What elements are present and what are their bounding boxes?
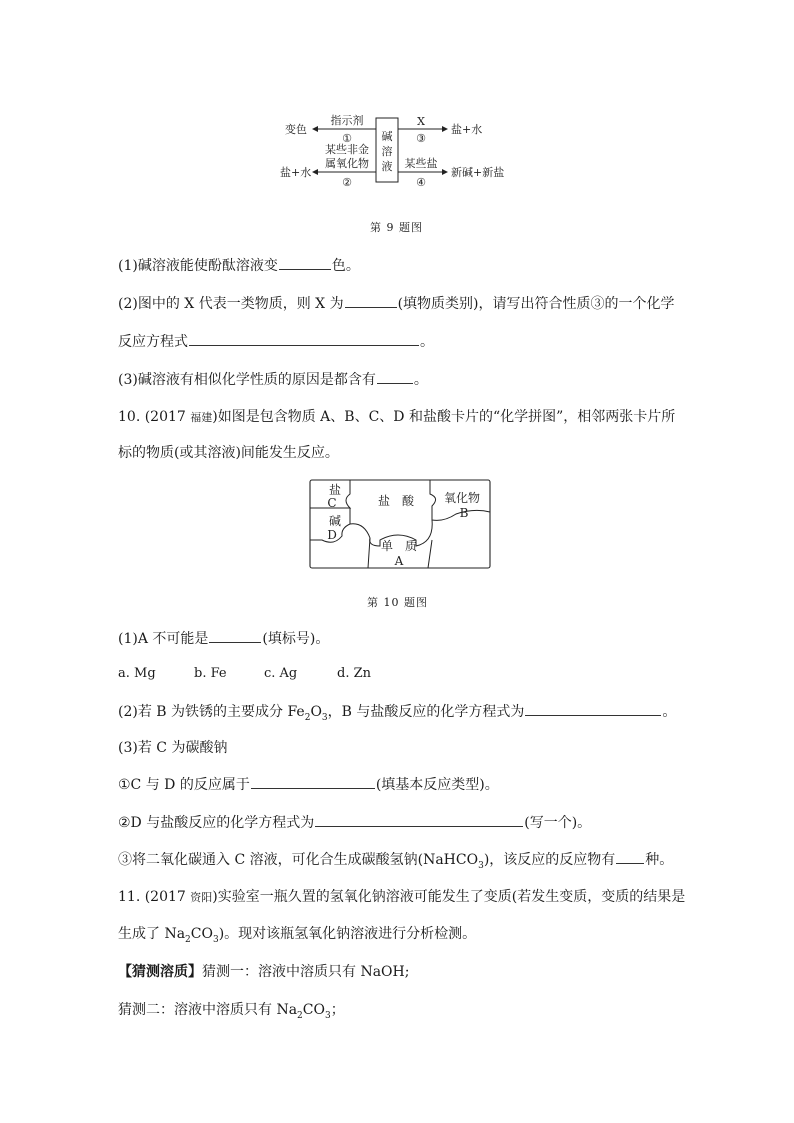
q10-p3c-post: )，该反应的反应物有 [483, 852, 616, 868]
option-a: a. Mg [118, 666, 156, 681]
q10-p2-post: ，B 与盐酸反应的化学方程式为 [327, 704, 525, 720]
q9-part3 [118, 369, 428, 390]
right-result-2: 新碱+新盐 [451, 166, 505, 179]
card-b-label: B [459, 506, 469, 520]
q11-h2-post: )。现对该瓶氢氧化钠溶液进行分析检测。 [218, 926, 477, 942]
q9-blank-1[interactable] [279, 255, 331, 270]
q9-p2b-end: 。 [420, 334, 434, 350]
q10-p3a-text: ①C 与 D 的反应属于 [118, 777, 250, 793]
center-char-2: 溶 [381, 145, 393, 158]
card-c-label: C [327, 496, 337, 510]
q10-num: 10. (2017 [118, 409, 191, 425]
q10-options [118, 664, 371, 684]
option-b: b. Fe [194, 666, 227, 681]
chemistry-puzzle-diagram [308, 478, 492, 572]
q10-p2-end: 。 [662, 704, 677, 720]
right-result-1: 盐+水 [451, 123, 483, 136]
q9-p2-end: (填物质类别)，请写出符合性质③的一个化学 [397, 296, 675, 312]
option-c: c. Ag [264, 666, 298, 681]
q10-p2-text: (2)若 B 为铁锈的主要成分 Fe [118, 704, 305, 720]
q10-part3c [118, 849, 673, 876]
q9-blank-4[interactable] [377, 369, 413, 384]
q11-guess-tag: 【猜测溶质】 [118, 964, 202, 980]
base-properties-diagram [275, 110, 525, 190]
q9-p3-text: (3)碱溶液有相似化学性质的原因是都含有 [118, 372, 376, 388]
q11-g2-post: ； [330, 1002, 345, 1018]
q9-p1-end: 色。 [331, 258, 360, 274]
q11-num: 11. (2017 [118, 889, 191, 905]
fig9-caption: 第 9 题图 [370, 221, 423, 234]
q10-part2 [118, 701, 676, 728]
q10-blank-3[interactable] [251, 774, 375, 789]
q9-p3-end: 。 [413, 372, 428, 388]
card-d-label: D [327, 528, 337, 542]
label-nonmetal-oxide-2: 属氧化物 [325, 157, 369, 170]
q11-g2-text: 猜测二：溶液中溶质只有 Na [118, 1002, 298, 1018]
q10-blank-5[interactable] [616, 849, 644, 864]
q11-g2-sub1: 2 [297, 1010, 303, 1021]
q10-p2-sub1: 2 [304, 712, 311, 723]
option-d: d. Zn [337, 666, 371, 681]
q10-heading-2: 标的物质(或其溶液)间能发生反应。 [118, 445, 339, 461]
left-result-2: 盐+水 [280, 166, 312, 179]
q9-blank-3[interactable] [189, 331, 419, 346]
label-indicator: 指示剂 [330, 114, 364, 127]
q11-head-text: )实验室一瓶久置的氢氧化钠溶液可能发生了变质(若发生变质，变质的结果是 [212, 889, 686, 905]
label-x: X [417, 115, 425, 128]
num-1: ① [342, 132, 352, 145]
q11-h2-sub2: 3 [212, 934, 219, 945]
q10-p3b-text: ②D 与盐酸反应的化学方程式为 [118, 815, 315, 831]
q9-p2b-text: 反应方程式 [118, 334, 188, 350]
card-base-label: 碱 [328, 514, 342, 528]
q11-h2-sub1: 2 [185, 934, 191, 945]
q11-guess2 [118, 1000, 345, 1026]
q10-p1-text: (1)A 不可能是 [118, 631, 209, 647]
q10-source: 福建 [190, 411, 213, 424]
q9-part1 [118, 255, 360, 276]
q10-part3: (3)若 C 为碳酸钠 [118, 740, 228, 756]
card-element-label: 单 质 [380, 539, 418, 553]
q11-guess1-text: 猜测一：溶液中溶质只有 NaOH; [202, 964, 410, 980]
fig10-caption: 第 10 题图 [367, 596, 428, 609]
label-nonmetal-oxide-1: 某些非金 [325, 143, 369, 156]
q10-p3c-sub: 3 [478, 860, 484, 871]
card-acid-label: 盐 酸 [377, 494, 415, 508]
q9-part2 [118, 293, 675, 314]
q9-p1-text: (1)碱溶液能使酚酞溶液变 [118, 258, 278, 274]
center-char-1: 碱 [381, 130, 393, 143]
num-4: ④ [416, 176, 426, 189]
q10-p3b-end: (写一个)。 [524, 815, 592, 831]
center-char-3: 液 [381, 160, 393, 173]
q9-blank-2[interactable] [345, 293, 397, 308]
q10-blank-4[interactable] [315, 812, 523, 827]
q9-part2b [118, 331, 434, 352]
q10-p3a-end: (填基本反应类型)。 [375, 777, 499, 793]
label-some-salts: 某些盐 [404, 157, 438, 170]
q11-heading [118, 887, 685, 908]
q10-p2-sub2: 3 [321, 712, 328, 723]
q10-p2-mid: O [310, 704, 322, 720]
q10-heading [118, 407, 675, 428]
q10-p3c-end: 种。 [645, 852, 674, 868]
q11-h2-mid: CO [190, 926, 213, 942]
num-2: ② [342, 176, 352, 189]
q11-guess1 [118, 962, 409, 982]
q10-blank-1[interactable] [209, 628, 261, 643]
q10-head-text: )如图是包含物质 A、B、C、D 和盐酸卡片的“化学拼图”，相邻两张卡片所 [212, 409, 676, 425]
q10-p3c-text: ③将二氧化碳通入 C 溶液，可化合生成碳酸氢钠(NaHCO [118, 852, 479, 868]
left-result-1: 变色 [285, 123, 307, 136]
q11-g2-sub2: 3 [324, 1010, 331, 1021]
q11-heading-2 [118, 924, 476, 950]
q11-h2-text: 生成了 Na [118, 926, 186, 942]
q10-part3b [118, 812, 591, 833]
card-salt-label: 盐 [328, 483, 342, 497]
num-3: ③ [416, 132, 426, 145]
q9-p2-text: (2)图中的 X 代表一类物质，则 X 为 [118, 296, 344, 312]
q11-source: 资阳 [190, 891, 213, 904]
q10-part1 [118, 628, 329, 649]
card-a-label: A [394, 554, 404, 568]
q10-part3a [118, 774, 499, 795]
card-oxide-label: 氧化物 [443, 491, 481, 505]
q10-p1-end: (填标号)。 [262, 631, 330, 647]
q10-blank-2[interactable] [525, 701, 661, 716]
q11-g2-mid: CO [302, 1002, 325, 1018]
